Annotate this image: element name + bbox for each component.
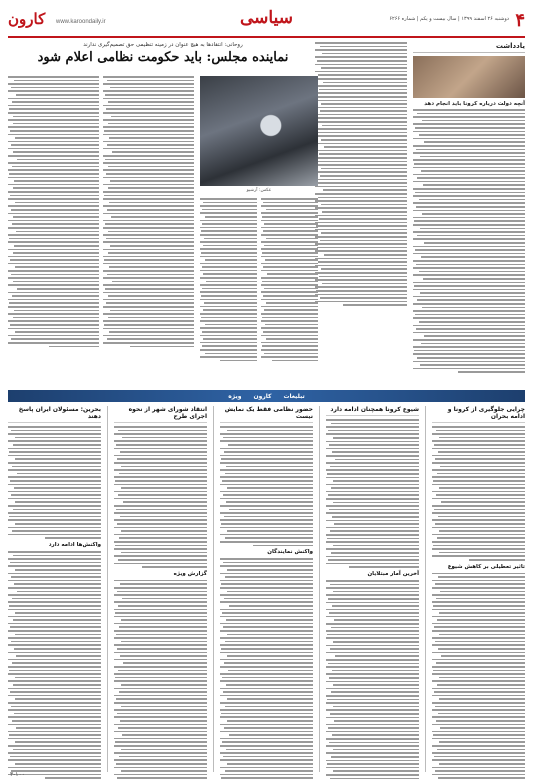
right-column	[413, 42, 525, 387]
page-header	[8, 8, 525, 38]
article-title: انتقاد شورای شهر از نحوه اجرای طرح	[114, 406, 207, 423]
article-subhead: واکنش نمایندگان	[267, 549, 313, 556]
ad-item: ویژه	[228, 392, 242, 400]
column-title: یادداشت	[413, 42, 525, 53]
section-title: سیاسی	[240, 8, 293, 28]
article-title: چرایی جلوگیری از کرونا و ادامه بحران	[432, 406, 525, 423]
bottom-article-2	[326, 406, 419, 772]
photo-caption: عکس: آرشیو	[246, 188, 272, 193]
column-divider	[107, 406, 108, 772]
ad-item: کارون	[253, 392, 272, 400]
story-body-right	[200, 198, 318, 386]
date-line: دوشنبه ۲۶ اسفند ۱۳۹۹ | سال بیست و یکم | شماره ۶۲۶۶	[389, 16, 509, 22]
bottom-article-3	[220, 406, 313, 772]
column-body	[413, 109, 525, 373]
article-subhead: گزارش ویژه	[173, 570, 207, 577]
brand-logo: کارون	[8, 10, 46, 28]
article-subhead: واکنش‌ها ادامه دارد	[48, 542, 101, 548]
article-title: حضور نظامی فقط یک نمایش نیست	[220, 406, 313, 423]
article-title: شیوع کرونا همچنان ادامه دارد	[326, 406, 419, 416]
story-headline: نماینده مجلس: باید حکومت نظامی اعلام شود	[37, 50, 289, 65]
article-subhead: تاثیر تعطیلی بر کاهش شیوع	[447, 563, 525, 570]
advertisement-strip[interactable]	[8, 390, 525, 402]
bottom-article-1	[432, 406, 525, 772]
website-link[interactable]: www.karoondaily.ir	[56, 19, 106, 25]
article-subhead: آخرین آمار مبتلایان	[367, 570, 419, 577]
bottom-articles	[8, 406, 525, 772]
story-photo	[200, 76, 318, 186]
column-divider	[425, 406, 426, 772]
column-divider	[319, 406, 320, 772]
column-sub-headline: آنچه دولت درباره کرونا باید انجام دهد	[424, 101, 525, 107]
article-title: بحرین: مسئولان ایران پاسخ دهند	[8, 406, 101, 423]
column-photo	[413, 56, 525, 98]
bottom-article-4	[114, 406, 207, 772]
story-body-left	[8, 76, 194, 386]
middle-column-body	[315, 42, 407, 306]
column-divider	[213, 406, 214, 772]
page-number: ۴	[515, 10, 525, 31]
ad-item: تبلیغات	[283, 392, 305, 400]
middle-column	[315, 42, 407, 387]
footer-number: ۳-۱۰۰	[10, 772, 25, 778]
story-kicker: روحانی: انتقادها به هیچ عنوان در زمینه تنظیمی حق تصمیم‌گیری ندارند	[83, 42, 243, 48]
bottom-article-5	[8, 406, 101, 772]
main-story	[8, 42, 318, 387]
